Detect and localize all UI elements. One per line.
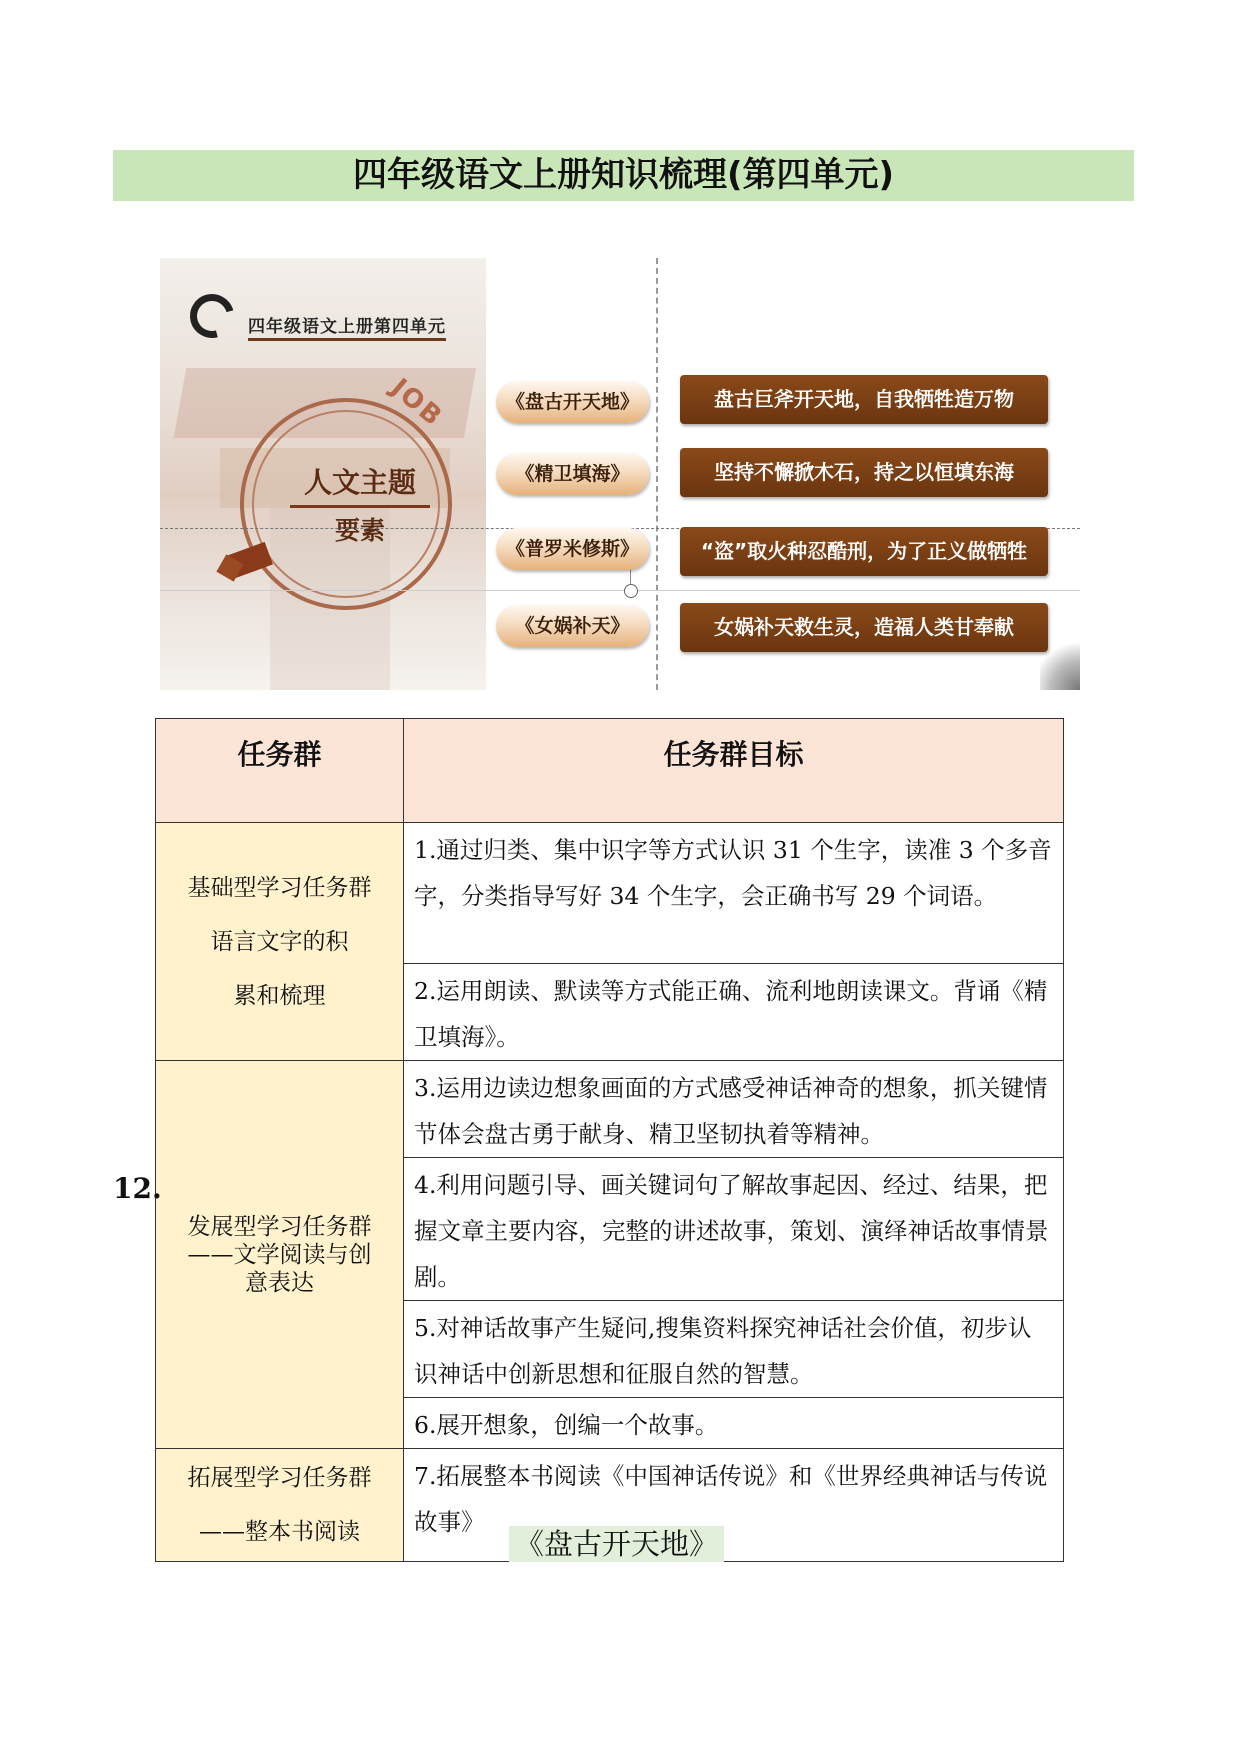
goal-1: 1.通过归类、集中识字等方式认识 31 个生字，读准 3 个多音字，分类指导写好 34 个生字，会正确书写 29 个词语。 xyxy=(404,823,1064,964)
banner-heading: 四年级语文上册第四单元 xyxy=(248,312,446,341)
goal-5: 5.对神话故事产生疑问,搜集资料探究神话社会价值，初步认识神话中创新思想和征服自然的智慧。 xyxy=(404,1301,1064,1398)
guide-line-solid xyxy=(160,590,1080,591)
story-theme-1: 盘古巨斧开天地，自我牺牲造万物 xyxy=(680,375,1048,424)
guide-line-vertical xyxy=(656,258,658,690)
header-task-group: 任务群 xyxy=(156,719,404,823)
unit-banner-image xyxy=(160,258,1080,690)
story-pill-2: 《精卫填海》 xyxy=(496,453,649,495)
task-group-table xyxy=(155,718,1064,1562)
table-header-row xyxy=(156,719,1064,823)
page-title: 四年级语文上册知识梳理(第四单元) xyxy=(113,150,1134,201)
group-basic: 基础型学习任务群 语言文字的积 累和梳理 xyxy=(156,823,404,1061)
goal-2: 2.运用朗读、默读等方式能正确、流利地朗读课文。背诵《精卫填海》。 xyxy=(404,964,1064,1061)
job-badge: JOB xyxy=(385,372,449,434)
story-theme-3: “盗”取火种忍酷刑，为了正义做牺牲 xyxy=(680,527,1048,576)
header-task-goal: 任务群目标 xyxy=(404,719,1064,823)
story-theme-2: 坚持不懈掀木石，持之以恒填东海 xyxy=(680,448,1048,497)
goal-3: 3.运用边读边想象画面的方式感受神话神奇的想象，抓关键情节体会盘古勇于献身、精卫坚韧执着等精神。 xyxy=(404,1061,1064,1158)
story-theme-4: 女娲补天救生灵，造福人类甘奉献 xyxy=(680,603,1048,652)
theme-sub-label: 要素 xyxy=(334,516,385,545)
story-pill-3: 《普罗米修斯》 xyxy=(496,528,649,570)
goal-6: 6.展开想象，创编一个故事。 xyxy=(404,1398,1064,1449)
theme-main-label: 人文主题 xyxy=(290,461,430,508)
table-row xyxy=(156,1061,1064,1158)
group-extension: 拓展型学习任务群 ——整本书阅读 xyxy=(156,1449,404,1562)
story-pill-4: 《女娲补天》 xyxy=(496,605,649,647)
group-development: 发展型学习任务群 ——文学阅读与创 意表达 xyxy=(156,1061,404,1449)
goal-4: 4.利用问题引导、画关键词句了解故事起因、经过、结果，把握文章主要内容，完整的讲述故事，策划、演绎神话故事情景剧。 xyxy=(404,1158,1064,1301)
item-number: 12. xyxy=(113,1172,162,1205)
section-title: 《盘古开天地》 xyxy=(509,1526,724,1562)
rotate-handle-icon[interactable] xyxy=(624,584,638,598)
goal-7: 7.拓展整本书阅读《中国神话传说》和《世界经典神话与传说故事》 xyxy=(404,1449,1064,1562)
corner-shadow xyxy=(1040,640,1080,690)
table-row xyxy=(156,823,1064,964)
story-pill-1: 《盘古开天地》 xyxy=(496,381,649,423)
